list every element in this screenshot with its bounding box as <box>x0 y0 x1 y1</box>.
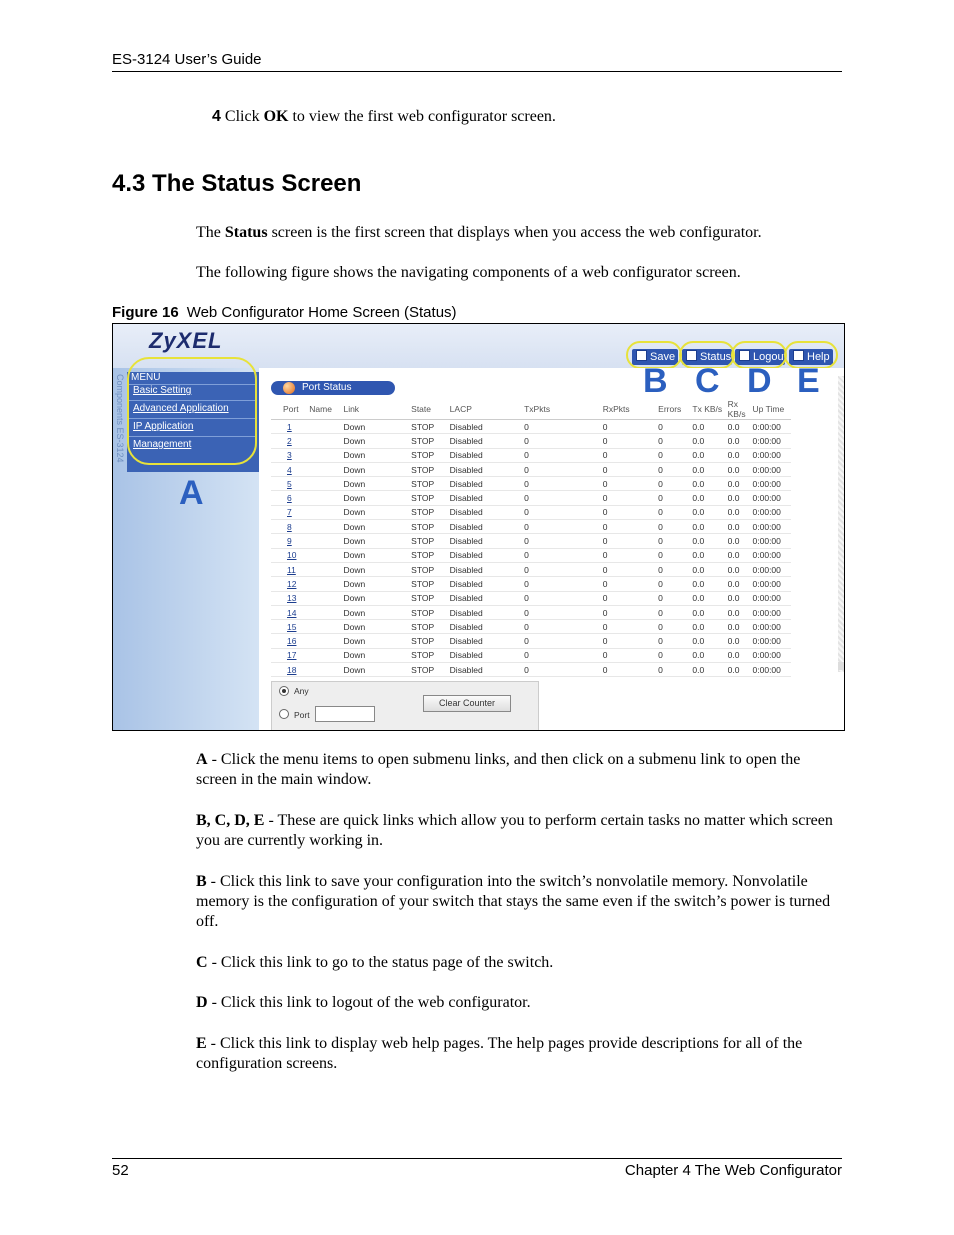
description-e <box>196 1034 844 1074</box>
port-link[interactable]: 8 <box>271 520 309 534</box>
table-cell: 0 <box>603 663 658 677</box>
description-c-key: C <box>196 954 208 971</box>
port-input[interactable] <box>315 706 375 722</box>
table-cell: Down <box>343 634 411 648</box>
table-cell: 0:00:00 <box>753 577 791 591</box>
table-cell: 0.0 <box>728 520 753 534</box>
table-row <box>271 548 791 562</box>
intro-1-pre: The <box>196 224 225 241</box>
table-cell: 0 <box>603 648 658 662</box>
table-cell: STOP <box>411 562 450 576</box>
logout-link-label: Logout <box>753 351 787 363</box>
table-cell: 0 <box>603 634 658 648</box>
description-bcde-text: - These are quick links which allow you to perform certain tasks no matter which screen you are currently working in. <box>196 812 833 849</box>
port-link[interactable]: 15 <box>271 620 309 634</box>
table-cell: 0.0 <box>728 620 753 634</box>
table-cell: 0:00:00 <box>753 477 791 491</box>
table-cell: 0.0 <box>692 577 727 591</box>
table-cell: Down <box>343 591 411 605</box>
port-link[interactable]: 16 <box>271 634 309 648</box>
table-cell: Down <box>343 648 411 662</box>
column-header: LACP <box>450 399 524 420</box>
table-cell: 0 <box>658 577 692 591</box>
port-link[interactable]: 10 <box>271 548 309 562</box>
table-cell: 0:00:00 <box>753 520 791 534</box>
port-status-table <box>271 399 791 677</box>
table-cell: Down <box>343 562 411 576</box>
figure-label: Figure 16 <box>112 304 179 321</box>
table-cell: 0.0 <box>692 634 727 648</box>
table-cell: 0 <box>603 477 658 491</box>
table-cell: 0 <box>524 591 603 605</box>
callout-letter-e: E <box>797 362 820 400</box>
help-link-label: Help <box>807 351 830 363</box>
table-cell: 0 <box>524 448 603 462</box>
table-cell: 0 <box>524 548 603 562</box>
description-a-text: - Click the menu items to open submenu links, and then click on a submenu link to open the screen in the main window. <box>196 751 801 788</box>
table-cell: Disabled <box>450 491 524 505</box>
table-cell: Disabled <box>450 605 524 619</box>
table-cell <box>309 462 343 476</box>
table-cell: Down <box>343 505 411 519</box>
section-heading: 4.3 The Status Screen <box>112 170 362 197</box>
table-row <box>271 505 791 519</box>
table-cell: STOP <box>411 434 450 448</box>
table-cell: Down <box>343 491 411 505</box>
table-cell: 0.0 <box>728 634 753 648</box>
table-cell <box>309 420 343 434</box>
table-cell <box>309 520 343 534</box>
table-cell: 0 <box>603 534 658 548</box>
figure-caption-text: Web Configurator Home Screen (Status) <box>186 304 457 321</box>
description-d-text: - Click this link to logout of the web configurator. <box>207 994 531 1011</box>
menu-title: MENU <box>131 372 161 383</box>
radio-any-label: Any <box>294 686 309 696</box>
table-cell: 0 <box>603 505 658 519</box>
table-cell <box>309 620 343 634</box>
step-4 <box>212 108 556 126</box>
table-cell: Disabled <box>450 634 524 648</box>
port-link[interactable]: 2 <box>271 434 309 448</box>
table-cell: 0 <box>658 591 692 605</box>
table-row <box>271 648 791 662</box>
table-cell: 0 <box>524 462 603 476</box>
table-cell: Disabled <box>450 420 524 434</box>
table-cell: 0 <box>603 434 658 448</box>
description-c-text: - Click this link to go to the status page of the switch. <box>207 954 554 971</box>
table-cell: 0 <box>524 562 603 576</box>
table-cell: 0 <box>603 448 658 462</box>
port-link[interactable]: 4 <box>271 462 309 476</box>
table-cell: 0 <box>658 648 692 662</box>
table-cell: Disabled <box>450 520 524 534</box>
page-number: 52 <box>112 1162 129 1179</box>
table-row <box>271 605 791 619</box>
table-cell: 0:00:00 <box>753 434 791 448</box>
table-cell: Disabled <box>450 477 524 491</box>
table-cell: 0 <box>603 420 658 434</box>
table-cell: Disabled <box>450 562 524 576</box>
web-configurator-screenshot <box>112 323 845 731</box>
table-cell: 0:00:00 <box>753 620 791 634</box>
table-cell: 0 <box>603 620 658 634</box>
table-cell: 0.0 <box>692 648 727 662</box>
port-link[interactable]: 11 <box>271 562 309 576</box>
menu-item-management[interactable]: Management <box>133 439 192 450</box>
port-link[interactable]: 5 <box>271 477 309 491</box>
description-bcde <box>196 811 844 851</box>
port-link[interactable]: 17 <box>271 648 309 662</box>
figure-caption <box>112 304 457 321</box>
table-cell: 0.0 <box>728 505 753 519</box>
table-cell: STOP <box>411 605 450 619</box>
table-cell: Disabled <box>450 577 524 591</box>
table-cell: Down <box>343 534 411 548</box>
table-cell: 0 <box>603 548 658 562</box>
table-cell: Disabled <box>450 620 524 634</box>
table-cell <box>309 605 343 619</box>
table-cell: 0 <box>524 477 603 491</box>
table-row <box>271 420 791 434</box>
table-cell: 0.0 <box>692 663 727 677</box>
table-row <box>271 491 791 505</box>
callout-letter-b: B <box>643 362 668 400</box>
port-link[interactable]: 18 <box>271 663 309 677</box>
table-cell: Down <box>343 477 411 491</box>
table-cell: 0.0 <box>692 434 727 448</box>
table-row <box>271 448 791 462</box>
table-cell: 0:00:00 <box>753 548 791 562</box>
table-cell: Down <box>343 520 411 534</box>
table-cell <box>309 591 343 605</box>
table-cell: 0.0 <box>692 562 727 576</box>
column-header: State <box>411 399 450 420</box>
table-cell: 0 <box>658 548 692 562</box>
table-cell: 0 <box>658 477 692 491</box>
table-cell: Down <box>343 577 411 591</box>
table-cell: STOP <box>411 534 450 548</box>
description-a <box>196 750 844 790</box>
table-cell: 0.0 <box>692 548 727 562</box>
table-row <box>271 577 791 591</box>
scrollbar[interactable] <box>838 376 844 672</box>
header-rule <box>112 71 842 72</box>
table-cell: 0 <box>603 605 658 619</box>
table-body <box>271 420 791 677</box>
chapter-title: Chapter 4 The Web Configurator <box>624 1162 842 1179</box>
description-b-text: - Click this link to save your configuration into the switch’s nonvolatile memory. Nonvolatile memory is the configuration of your switch that stays the same even if the switch’s power is turned off. <box>196 873 831 930</box>
table-cell <box>309 577 343 591</box>
radio-port-label: Port <box>294 710 310 720</box>
table-row <box>271 477 791 491</box>
table-cell: Down <box>343 434 411 448</box>
table-cell: Disabled <box>450 505 524 519</box>
zyxel-logo: ZyXEL <box>149 328 223 353</box>
port-link[interactable]: 1 <box>271 420 309 434</box>
running-header: ES-3124 User’s Guide <box>112 51 262 68</box>
table-row <box>271 562 791 576</box>
description-b-key: B <box>196 873 207 890</box>
table-cell: 0 <box>603 462 658 476</box>
table-cell: 0.0 <box>692 477 727 491</box>
column-header: Rx KB/s <box>728 399 753 420</box>
table-cell: STOP <box>411 648 450 662</box>
table-cell: 0:00:00 <box>753 448 791 462</box>
callout-letter-a: A <box>179 474 204 512</box>
table-cell <box>309 663 343 677</box>
table-cell: 0 <box>658 434 692 448</box>
table-cell: 0:00:00 <box>753 605 791 619</box>
table-cell: 0:00:00 <box>753 591 791 605</box>
table-cell: 0 <box>524 520 603 534</box>
table-cell: 0.0 <box>728 534 753 548</box>
table-cell: 0 <box>658 620 692 634</box>
column-header: Tx KB/s <box>692 399 727 420</box>
table-cell: 0 <box>658 562 692 576</box>
table-cell: 0:00:00 <box>753 420 791 434</box>
clear-counter-button[interactable]: Clear Counter <box>423 695 511 712</box>
table-cell <box>309 505 343 519</box>
table-row <box>271 434 791 448</box>
table-cell: 0.0 <box>692 448 727 462</box>
table-cell: Down <box>343 448 411 462</box>
table-cell: 0 <box>524 620 603 634</box>
table-cell: STOP <box>411 477 450 491</box>
intro-1-post: screen is the first screen that displays when you access the web configurator. <box>267 224 762 241</box>
table-cell: 0 <box>658 505 692 519</box>
column-header: Link <box>343 399 411 420</box>
table-cell: 0.0 <box>728 605 753 619</box>
table-cell: STOP <box>411 448 450 462</box>
description-e-text: - Click this link to display web help pages. The help pages provide descriptions for all of the configuration screens. <box>196 1035 803 1072</box>
table-cell: STOP <box>411 548 450 562</box>
port-link[interactable]: 12 <box>271 577 309 591</box>
table-cell: 0 <box>524 577 603 591</box>
radio-port[interactable] <box>279 709 289 719</box>
port-link[interactable]: 7 <box>271 505 309 519</box>
port-link[interactable]: 6 <box>271 491 309 505</box>
table-cell: Down <box>343 548 411 562</box>
step-number: 4 <box>212 108 221 125</box>
table-cell: 0.0 <box>728 434 753 448</box>
save-link-label: Save <box>650 351 676 363</box>
step-post: to view the first web configurator screen. <box>288 108 556 125</box>
table-cell: STOP <box>411 520 450 534</box>
table-cell: 0 <box>524 648 603 662</box>
table-cell: 0 <box>658 448 692 462</box>
column-header: Errors <box>658 399 692 420</box>
table-cell <box>309 448 343 462</box>
column-header: RxPkts <box>603 399 658 420</box>
table-cell: STOP <box>411 491 450 505</box>
table-cell: 0 <box>524 434 603 448</box>
table-cell: 0 <box>658 634 692 648</box>
table-cell: 0 <box>658 520 692 534</box>
table-cell: 0 <box>524 605 603 619</box>
intro-paragraph-1 <box>196 223 844 243</box>
table-cell: 0.0 <box>692 420 727 434</box>
table-cell <box>309 491 343 505</box>
port-link[interactable]: 3 <box>271 448 309 462</box>
table-cell: 0.0 <box>692 605 727 619</box>
port-link[interactable]: 14 <box>271 605 309 619</box>
table-cell: Disabled <box>450 448 524 462</box>
table-cell: STOP <box>411 663 450 677</box>
table-cell: 0.0 <box>692 462 727 476</box>
table-cell: 0 <box>603 591 658 605</box>
table-cell: 0:00:00 <box>753 491 791 505</box>
column-header: Port <box>271 399 309 420</box>
table-cell: Down <box>343 620 411 634</box>
table-cell: 0 <box>603 577 658 591</box>
table-cell <box>309 534 343 548</box>
description-b <box>196 872 844 932</box>
table-cell: Disabled <box>450 462 524 476</box>
table-cell: STOP <box>411 420 450 434</box>
table-cell: 0.0 <box>692 620 727 634</box>
table-cell: Disabled <box>450 548 524 562</box>
status-orb-icon <box>283 382 295 394</box>
callout-letter-c: C <box>695 362 720 400</box>
table-cell: Disabled <box>450 648 524 662</box>
table-cell: 0:00:00 <box>753 534 791 548</box>
table-cell: 0.0 <box>728 491 753 505</box>
panel-title: Port Status <box>302 382 352 393</box>
description-e-key: E <box>196 1035 207 1052</box>
footer-rule <box>112 1158 842 1159</box>
table-cell: 0 <box>524 505 603 519</box>
table-cell: STOP <box>411 577 450 591</box>
table-cell: 0 <box>603 520 658 534</box>
table-cell: 0 <box>658 534 692 548</box>
table-cell: Down <box>343 663 411 677</box>
table-cell: 0 <box>524 534 603 548</box>
table-cell: 0:00:00 <box>753 663 791 677</box>
table-cell: 0.0 <box>728 462 753 476</box>
table-cell: Disabled <box>450 434 524 448</box>
table-cell: Disabled <box>450 663 524 677</box>
table-cell: 0.0 <box>728 591 753 605</box>
menu-item-ip-application[interactable]: IP Application <box>133 421 194 432</box>
table-cell: Down <box>343 420 411 434</box>
table-cell: 0:00:00 <box>753 505 791 519</box>
table-cell: 0 <box>603 491 658 505</box>
table-cell: 0.0 <box>692 534 727 548</box>
table-cell: 0.0 <box>692 505 727 519</box>
table-cell: 0 <box>658 491 692 505</box>
table-cell: Down <box>343 605 411 619</box>
table-cell <box>309 634 343 648</box>
intro-1-bold: Status <box>224 224 268 241</box>
table-cell <box>309 548 343 562</box>
table-cell: 0.0 <box>692 491 727 505</box>
description-c <box>196 953 844 973</box>
table-cell: Disabled <box>450 534 524 548</box>
table-cell: STOP <box>411 462 450 476</box>
table-cell: STOP <box>411 634 450 648</box>
table-row <box>271 591 791 605</box>
table-cell: 0 <box>524 663 603 677</box>
table-cell: 0.0 <box>728 448 753 462</box>
radio-any[interactable] <box>279 686 289 696</box>
table-cell: 0 <box>658 420 692 434</box>
step-bold: OK <box>263 108 289 125</box>
port-link[interactable]: 13 <box>271 591 309 605</box>
status-link-label: Status <box>700 351 732 363</box>
table-cell: 0 <box>603 562 658 576</box>
table-cell <box>309 562 343 576</box>
table-cell: STOP <box>411 591 450 605</box>
table-cell: 0 <box>658 605 692 619</box>
table-cell: 0.0 <box>692 591 727 605</box>
table-cell: 0:00:00 <box>753 648 791 662</box>
callout-letter-d: D <box>747 362 772 400</box>
column-header: Up Time <box>753 399 791 420</box>
table-cell: STOP <box>411 505 450 519</box>
port-link[interactable]: 9 <box>271 534 309 548</box>
column-header: TxPkts <box>524 399 603 420</box>
table-cell: 0 <box>524 420 603 434</box>
table-row <box>271 462 791 476</box>
menu-item-advanced-application[interactable]: Advanced Application <box>133 403 229 414</box>
description-d-key: D <box>196 994 208 1011</box>
sidebar-vertical-text: Components ES-3124 <box>115 374 125 463</box>
table-row <box>271 663 791 677</box>
table-cell: 0.0 <box>728 420 753 434</box>
description-a-key: A <box>196 751 208 768</box>
table-cell: 0.0 <box>728 663 753 677</box>
column-header: Name <box>309 399 343 420</box>
table-cell: 0 <box>524 491 603 505</box>
table-cell: 0.0 <box>728 648 753 662</box>
table-cell: Down <box>343 462 411 476</box>
table-cell: 0.0 <box>728 562 753 576</box>
table-cell <box>309 477 343 491</box>
table-cell: 0 <box>658 663 692 677</box>
table-cell: 0 <box>658 462 692 476</box>
table-cell: 0.0 <box>728 548 753 562</box>
table-cell: 0.0 <box>692 520 727 534</box>
table-cell: 0:00:00 <box>753 462 791 476</box>
table-row <box>271 634 791 648</box>
table-cell: 0.0 <box>728 477 753 491</box>
table-row <box>271 520 791 534</box>
table-cell: STOP <box>411 620 450 634</box>
table-cell: 0.0 <box>728 577 753 591</box>
table-header-row <box>271 399 791 420</box>
description-bcde-key: B, C, D, E <box>196 812 265 829</box>
table-cell <box>309 648 343 662</box>
table-row <box>271 620 791 634</box>
table-cell: 0 <box>524 634 603 648</box>
table-cell: Disabled <box>450 591 524 605</box>
scroll-down-button[interactable] <box>838 662 844 670</box>
step-pre: Click <box>224 108 264 125</box>
callout-ellipse-a <box>127 357 257 465</box>
menu-item-basic-setting[interactable]: Basic Setting <box>133 385 192 396</box>
table-row <box>271 534 791 548</box>
table-cell <box>309 434 343 448</box>
table-cell: 0:00:00 <box>753 634 791 648</box>
intro-paragraph-2: The following figure shows the navigating components of a web configurator screen. <box>196 264 741 281</box>
description-d <box>196 993 844 1013</box>
table-cell: 0:00:00 <box>753 562 791 576</box>
